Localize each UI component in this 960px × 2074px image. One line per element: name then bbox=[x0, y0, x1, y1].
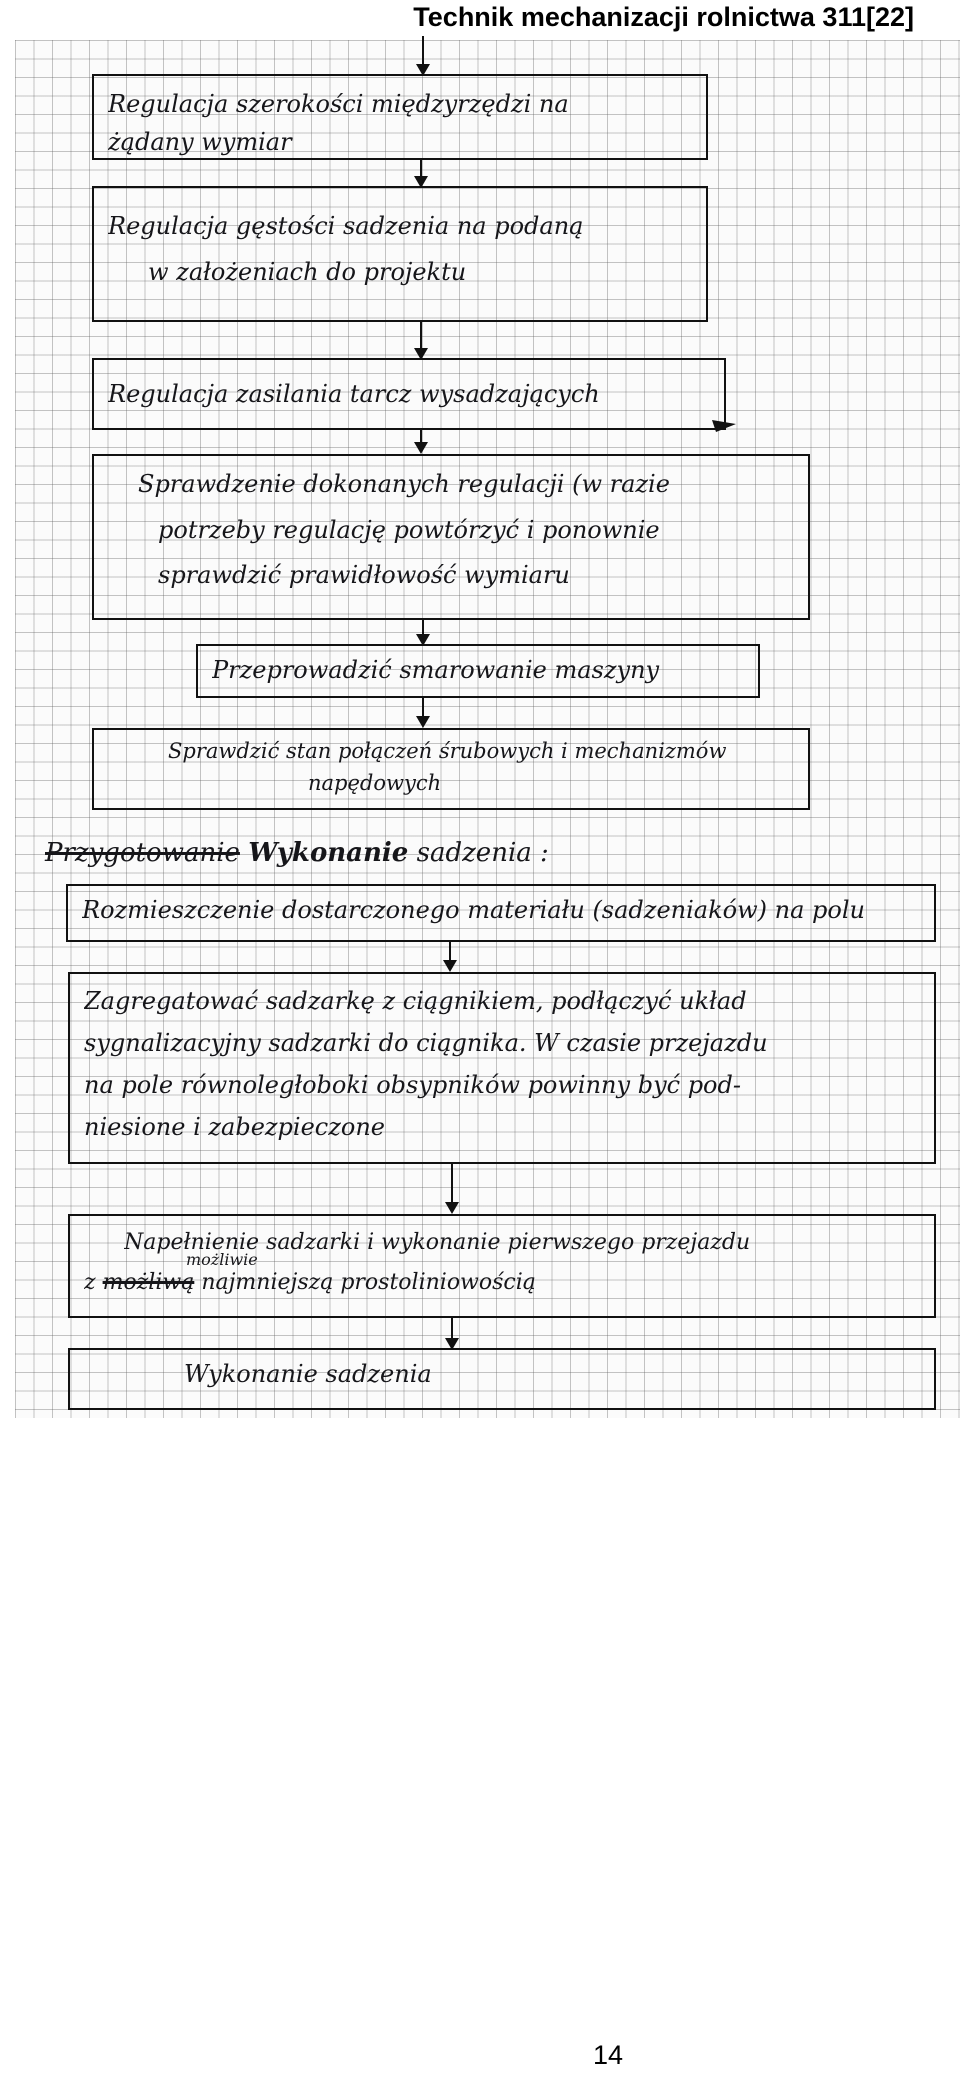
arrow-head bbox=[445, 1202, 459, 1214]
arrow-head bbox=[443, 960, 457, 972]
step-text-line: Przeprowadzić smarowanie maszyny bbox=[212, 656, 660, 684]
flow-step-4 bbox=[92, 454, 810, 620]
step-text-line: w założeniach do projektu bbox=[148, 257, 467, 286]
step-text-line: Sprawdzenie dokonanych regulacji (w razie bbox=[138, 470, 670, 498]
step-text-line: niesione i zabezpieczone bbox=[84, 1113, 385, 1141]
flow-step-5 bbox=[196, 644, 760, 698]
step-text-line: Regulacja gęstości sadzenia na podaną bbox=[108, 212, 584, 240]
section-heading bbox=[45, 838, 549, 868]
step-struck-word: możliwą bbox=[102, 1269, 195, 1295]
flow-step-6 bbox=[92, 728, 810, 810]
step-prefix: z bbox=[84, 1269, 96, 1295]
heading-struck-word: Przygotowanie bbox=[45, 838, 240, 868]
page-header-title: Technik mechanizacji rolnictwa 311[22] bbox=[413, 2, 914, 32]
step-text-line: sprawdzić prawidłowość wymiaru bbox=[158, 561, 570, 590]
step-text-line: żądany wymiar bbox=[108, 127, 292, 156]
step-text-rest: najmniejszą prostoliniowością bbox=[201, 1269, 536, 1295]
heading-bold-word: Wykonanie bbox=[248, 838, 409, 868]
step-text-line: sygnalizacyjny sadzarki do ciągnika. W czasie przejazdu bbox=[84, 1029, 768, 1057]
flow-step-3 bbox=[92, 358, 726, 430]
step-text-line: Zagregatować sadzarkę z ciągnikiem, podłączyć układ bbox=[84, 987, 747, 1015]
step-text-line: Sprawdzić stan połączeń śrubowych i mechanizmów bbox=[168, 739, 727, 763]
step-text-line: na pole równoległoboki obsypników powinny być pod- bbox=[84, 1071, 741, 1099]
arrow-head bbox=[416, 716, 430, 728]
page-number: 14 bbox=[593, 2040, 624, 2070]
heading-rest-text: sadzenia : bbox=[416, 838, 549, 868]
flow-step-10 bbox=[68, 1348, 936, 1410]
step-text-line: Regulacja zasilania tarcz wysadzających bbox=[108, 380, 600, 408]
flow-step-1 bbox=[92, 74, 708, 160]
step-text-line: Napełnienie sadzarki i wykonanie pierwszego przejazdu bbox=[124, 1230, 751, 1255]
flow-step-7 bbox=[66, 884, 936, 942]
flow-step-2 bbox=[92, 186, 708, 322]
step-text-line: Regulacja szerokości międzyrzędzi na bbox=[108, 90, 569, 118]
inserted-correction-word: możliwie bbox=[186, 1250, 258, 1269]
arrow-head bbox=[414, 442, 428, 454]
step-text-line: Wykonanie sadzenia bbox=[184, 1360, 432, 1388]
flow-step-8 bbox=[68, 972, 936, 1164]
step-text-line: Rozmieszczenie dostarczonego materiału (sadzeniaków) na polu bbox=[82, 896, 865, 924]
step-text-line: potrzeby regulację powtórzyć i ponownie bbox=[158, 515, 660, 544]
step-text-line: napędowych bbox=[308, 770, 442, 795]
